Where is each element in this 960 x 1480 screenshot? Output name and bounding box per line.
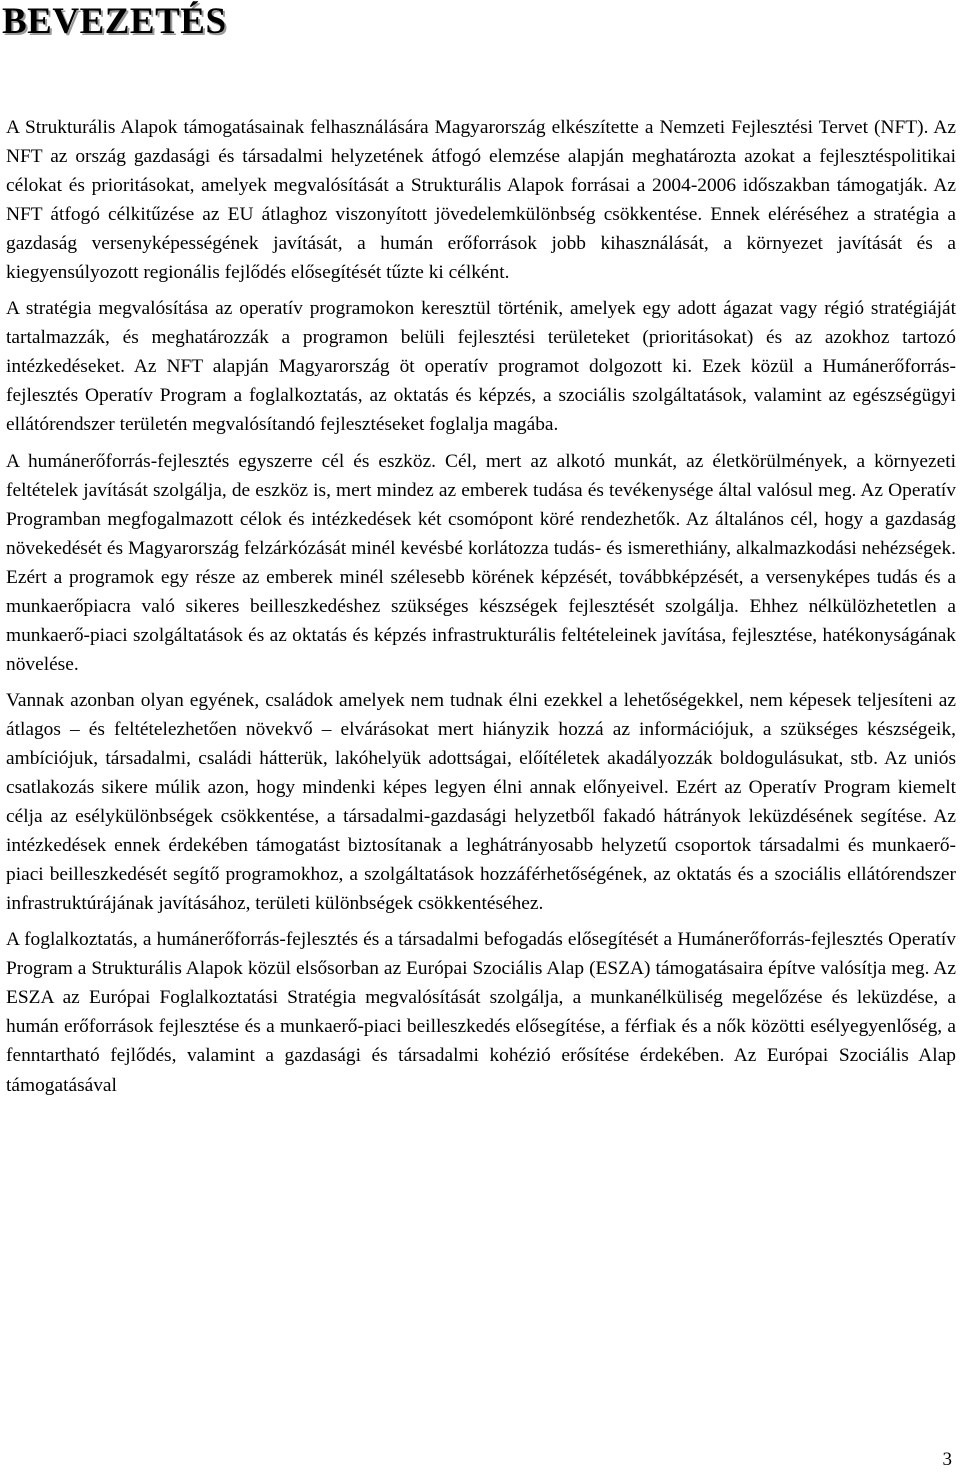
page-number: 3 (942, 1449, 952, 1470)
paragraph-4: Vannak azonban olyan egyének, családok amelyek nem tudnak élni ezekkel a lehetőségekkel, nem képesek teljesíteni az átlagos – és feltételezhetően növekvő – elvárásokat mert hiányzik hozzá az információjuk, a szükséges készségeik, ambíciójuk, társadalmi, családi hátterük, lakóhelyük adottságai, előítéletek akadályozzák boldogulásukat, stb. Az uniós csatlakozás sikere múlik azon, hogy mindenki képes legyen élni annak előnyeivel. Ezért az Operatív Program kiemelt célja az esélykülönbségek csökkentése, a társadalmi-gazdasági helyzetből fakadó hátrányok leküzdésének segítése. Az intézkedések ennek érdekében támogatást biztosítanak a leghátrányosabb helyzetű csoportok társadalmi és munkaerő-piaci beilleszkedését segítő programokhoz, a szolgáltatások hozzáférhetőségének, az oktatás és a szociális ellátórendszer infrastruktúrájának javításához, területi különbségek csökkentéséhez. (6, 689, 956, 915)
paragraph-3: A humánerőforrás-fejlesztés egyszerre cél és eszköz. Cél, mert az alkotó munkát, az életkörülmények, a környezeti feltételek javítását szolgálja, de eszköz is, mert mindez az emberek tudása és tevékenysége által valósul meg. Az Operatív Programban megfogalmazott célok és intézkedések két csomópont köré rendezhetők. Az általános cél, hogy a gazdaság növekedését és Magyarország felzárkózását minél kevésbé korlátozza tudás- és ismerethiány, alkalmazkodási nehézségek. Ezért a programok egy része az emberek minél szélesebb körének képzését, továbbképzését, a versenyképes tudás és a munkaerőpiacra való sikeres beilleszkedéshez szükséges készségek fejlesztését szolgálja. Ehhez nélkülözhetetlen a munkaerő-piaci szolgáltatások és az oktatás és képzés infrastrukturális feltételeinek javítása, fejlesztése, hatékonyságának növelése. (6, 450, 956, 675)
paragraph-5: A foglalkoztatás, a humánerőforrás-fejlesztés és a társadalmi befogadás elősegítését a Humánerőforrás-fejlesztés Operatív Program a Strukturális Alapok közül elsősorban az Európai Szociális Alap (ESZA) támogatásaira építve valósítja meg. Az ESZA az Európai Foglalkoztatási Stratégia megvalósítását szolgálja, a munkanélküliség megelőzése és leküzdése, a humán erőforrások fejlesztése és a munkaerő-piaci beilleszkedés elősegítése, a férfiak és a nők közötti esélyegyenlőség, a fenntartható fejlődés, valamint a gazdasági és társadalmi kohézió erősítése érdekében. Az Európai Szociális Alap támogatásával (6, 929, 956, 1096)
paragraph-2: A stratégia megvalósítása az operatív programokon keresztül történik, amelyek egy adott ágazat vagy régió stratégiáját tartalmazzák, és meghatározzák a programon belüli fejlesztési területeket (prioritásokat) és az azokhoz tartozó intézkedéseket. Az NFT alapján Magyarország öt operatív programot dolgozott ki. Ezek közül a Humánerőforrás-fejlesztés Operatív Program a foglalkoztatás, az oktatás és képzés, a szociális szolgáltatások, valamint az egészségügyi ellátórendszer területén megvalósítandó fejlesztéseket foglalja magába. (6, 298, 956, 436)
paragraph-1: A Strukturális Alapok támogatásainak felhasználására Magyarország elkészítette a Nemzeti Fejlesztési Tervet (NFT). Az NFT az ország gazdasági és társadalmi helyzetének átfogó elemzése alapján meghatározta azokat a fejlesztéspolitikai célokat és prioritásokat, amelyek megvalósítását a Strukturális Alapok forrásai a 2004-2006 időszakban támogatják. Az NFT átfogó célkitűzése az EU átlaghoz viszonyított jövedelemkülönbség csökkentése. Ennek eléréséhez a stratégia a gazdaság versenyképességének javítását, a humán erőforrások jobb kihasználását, a környezet javítását és a kiegyensúlyozott regionális fejlődés elősegítését tűzte ki célként. (6, 117, 956, 284)
section-heading: BEVEZETÉS (2, 1, 227, 42)
body-text (6, 113, 956, 1107)
